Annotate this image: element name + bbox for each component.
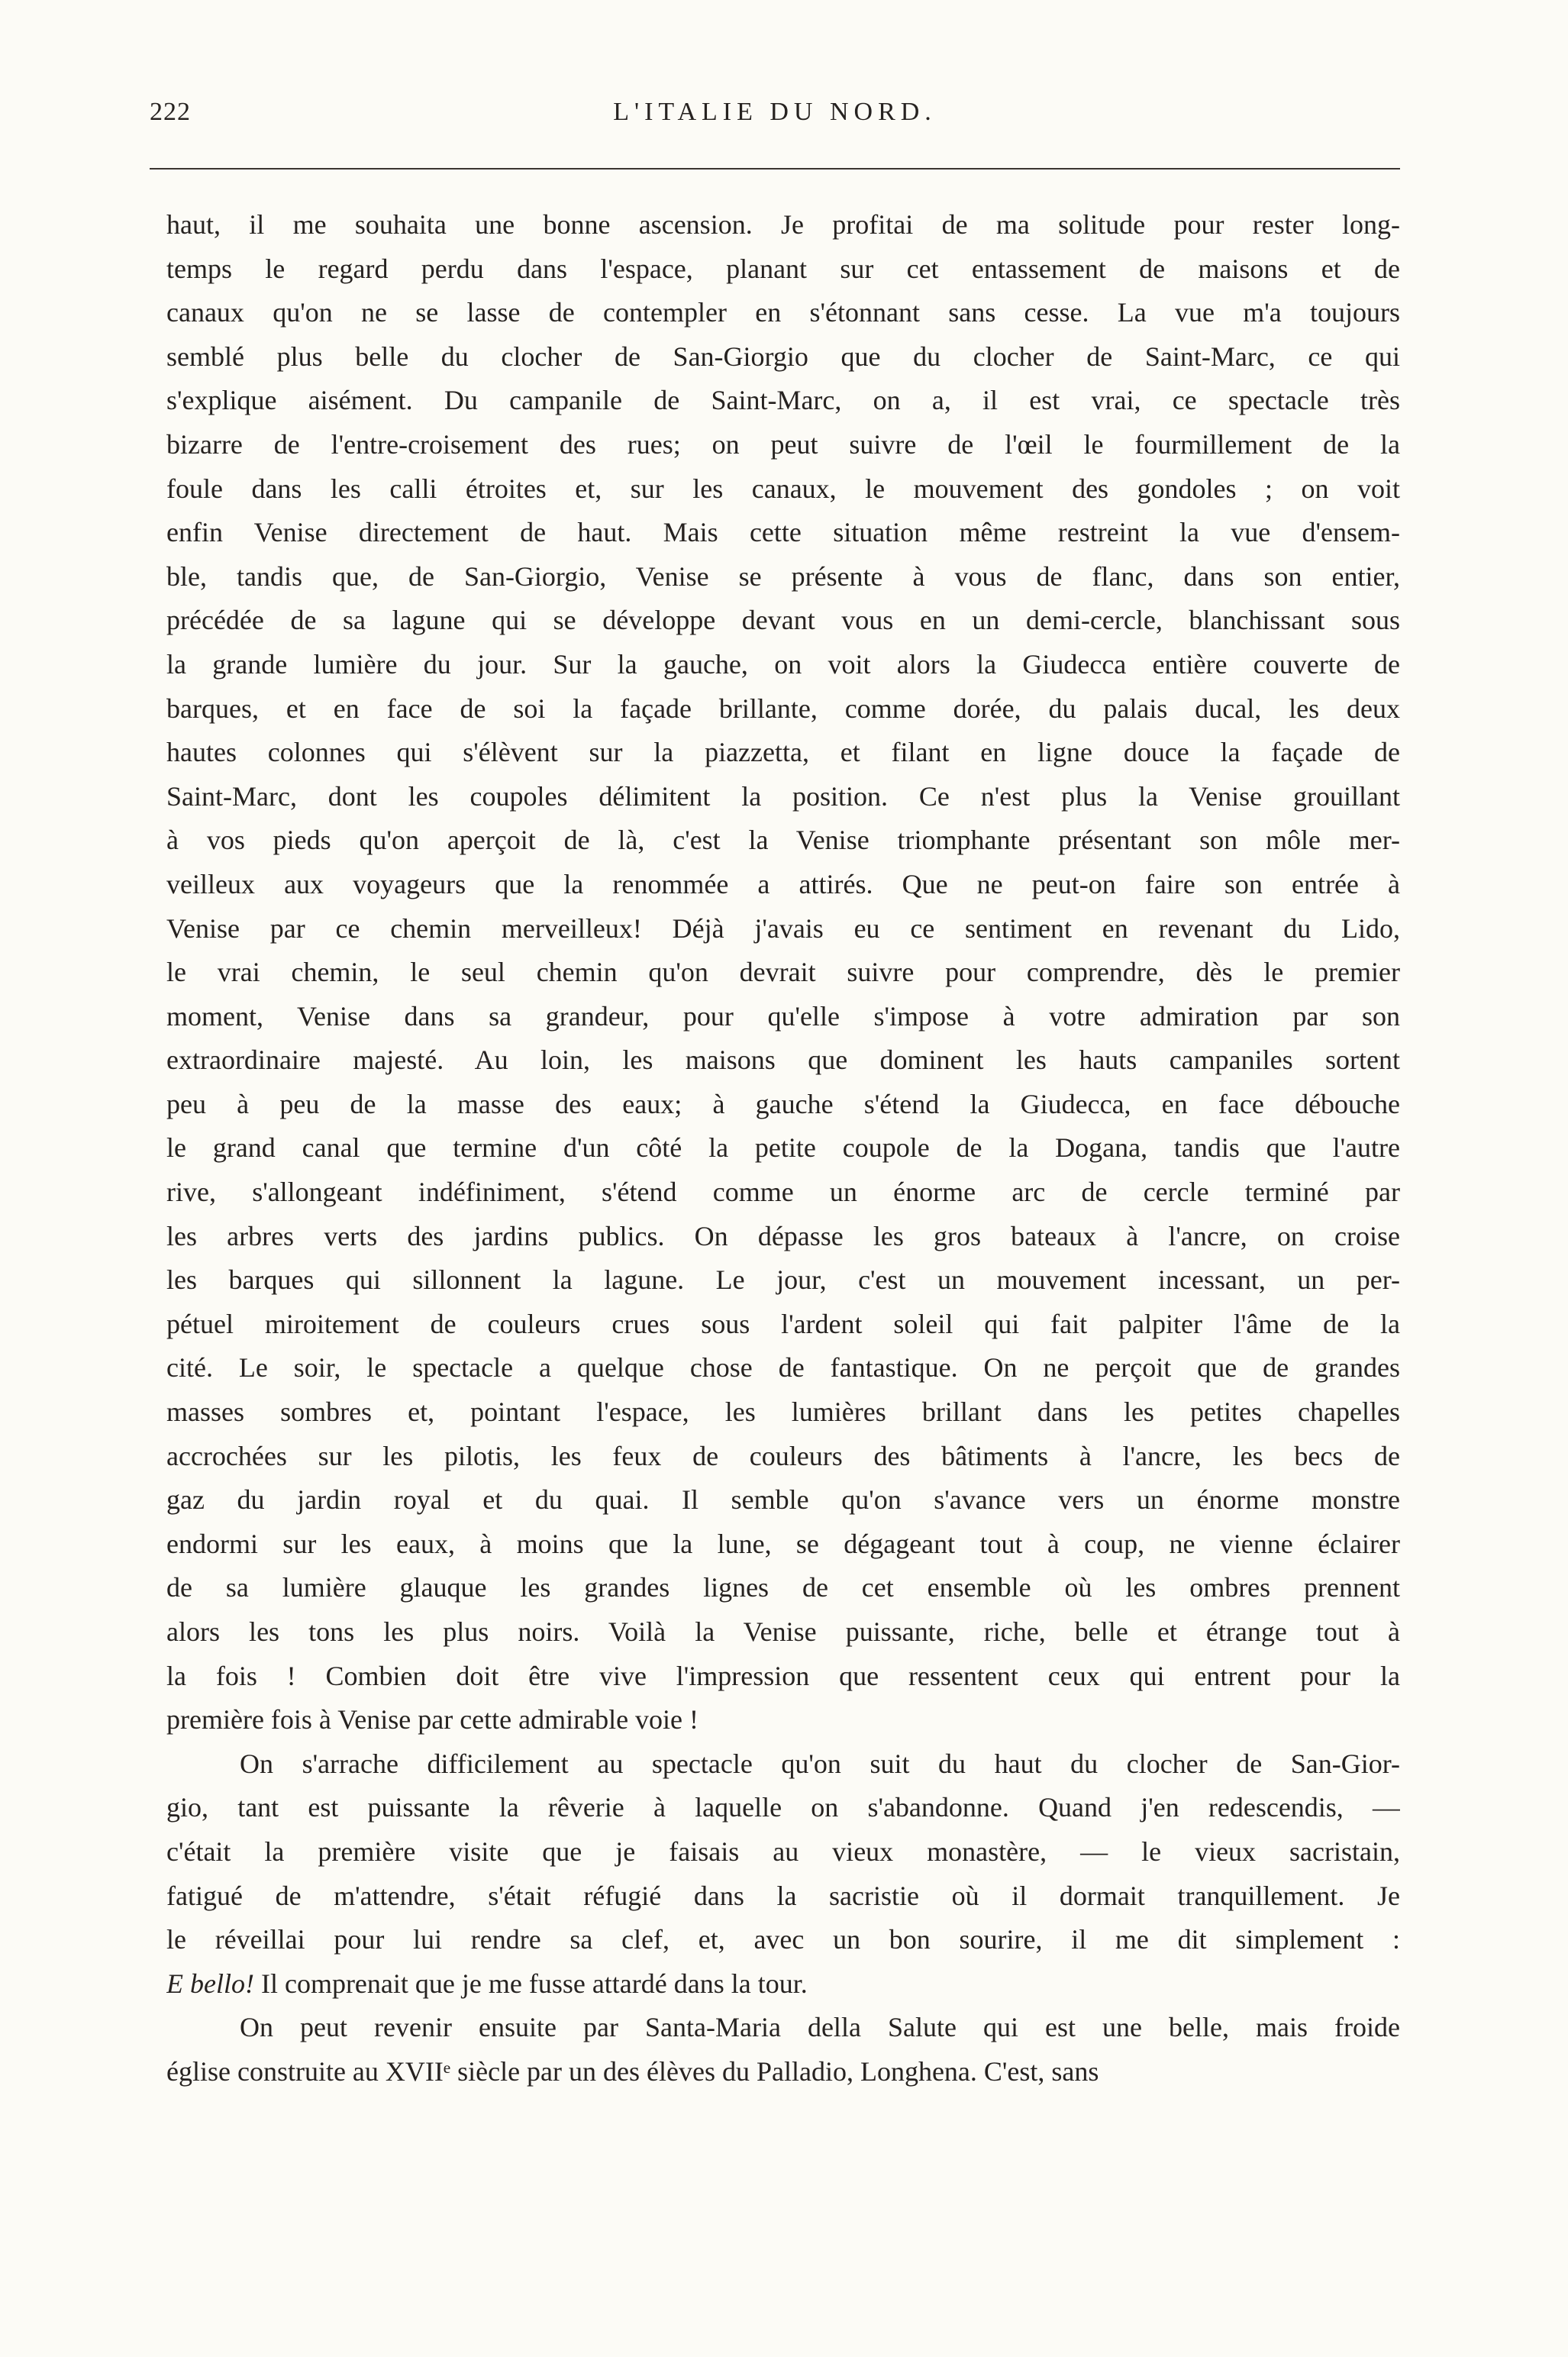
text-line: la fois ! Combien doit être vive l'impression que ressentent ceux qui entrent pour la: [166, 1660, 1400, 1691]
text-line: Venise par ce chemin merveilleux! Déjà j'avais eu ce sentiment en revenant du Lido,: [166, 912, 1400, 944]
text-line: foule dans les calli étroites et, sur les canaux, le mouvement des gondoles ; on voit: [166, 473, 1400, 504]
paragraph: [166, 203, 1400, 1742]
text-line: accrochées sur les pilotis, les feux de couleurs des bâtiments à l'ancre, les becs de: [166, 1440, 1400, 1471]
text-line: semblé plus belle du clocher de San-Giorgio que du clocher de Saint-Marc, ce qui: [166, 341, 1400, 372]
text-line: s'explique aisément. Du campanile de Saint-Marc, on a, il est vrai, ce spectacle très: [166, 385, 1400, 416]
text-line: [166, 1962, 1400, 2007]
text-line: précédée de sa lagune qui se développe devant vous en un demi-cercle, blanchissant sous: [166, 605, 1400, 636]
text-line: gio, tant est puissante la rêverie à laquelle on s'abandonne. Quand j'en redescendis, —: [166, 1792, 1400, 1823]
text-line: le grand canal que termine d'un côté la petite coupole de la Dogana, tandis que l'autre: [166, 1132, 1400, 1164]
text-line: veilleux aux voyageurs que la renommée a attirés. Que ne peut-on faire son entrée à: [166, 868, 1400, 899]
text-line: moment, Venise dans sa grandeur, pour qu'elle s'impose à votre admiration par son: [166, 1000, 1400, 1032]
paragraph: [166, 2006, 1400, 2094]
running-title: L'ITALIE DU NORD.: [613, 98, 937, 126]
text-line: de sa lumière glauque les grandes lignes de cet ensemble où les ombres prennent: [166, 1572, 1400, 1603]
text-line: gaz du jardin royal et du quai. Il semble qu'on s'avance vers un énorme monstre: [166, 1484, 1400, 1516]
text-line: bizarre de l'entre-croisement des rues; on peut suivre de l'œil le fourmillement de la: [166, 428, 1400, 460]
text-line: canaux qu'on ne se lasse de contempler en s'étonnant sans cesse. La vue m'a toujours: [166, 297, 1400, 328]
text-line: haut, il me souhaita une bonne ascension. Je profitai de ma solitude pour rester long-: [166, 209, 1400, 240]
text-span: Il comprenait que je me fusse attardé dans la tour.: [253, 1968, 808, 1999]
text-line: masses sombres et, pointant l'espace, les lumières brillant dans les petites chapelles: [166, 1396, 1400, 1428]
text-line: à vos pieds qu'on aperçoit de là, c'est la Venise triomphante présentant son môle mer-: [166, 825, 1400, 856]
text-line: On peut revenir ensuite par Santa-Maria della Salute qui est une belle, mais froide: [240, 2012, 1400, 2043]
header-rule: [150, 168, 1400, 170]
text-line: peu à peu de la masse des eaux; à gauche s'étend la Giudecca, en face débouche: [166, 1088, 1400, 1119]
text-line: extraordinaire majesté. Au loin, les maisons que dominent les hauts campaniles sortent: [166, 1045, 1400, 1076]
text-line: le réveillai pour lui rendre sa clef, et, avec un bon sourire, il me dit simplement :: [166, 1924, 1400, 1955]
text-line: première fois à Venise par cette admirable voie !: [166, 1704, 699, 1735]
text-line: ble, tandis que, de San-Giorgio, Venise se présente à vous de flanc, dans son entier,: [166, 560, 1400, 592]
text-line: cité. Le soir, le spectacle a quelque chose de fantastique. On ne perçoit que de grandes: [166, 1352, 1400, 1384]
page-header: [150, 98, 1400, 136]
text-line: enfin Venise directement de haut. Mais cette situation même restreint la vue d'ensem-: [166, 517, 1400, 548]
body-text: [166, 203, 1400, 2094]
text-line: barques, et en face de soi la façade brillante, comme dorée, du palais ducal, les deux: [166, 693, 1400, 724]
text-line: c'était la première visite que je faisais au vieux monastère, — le vieux sacristain,: [166, 1836, 1400, 1867]
italic-quote: E bello!: [166, 1968, 254, 1999]
text-line: pétuel miroitement de couleurs crues sous l'ardent soleil qui fait palpiter l'âme de la: [166, 1308, 1400, 1339]
paragraph: [166, 1742, 1400, 2007]
text-line: Saint-Marc, dont les coupoles délimitent la position. Ce n'est plus la Venise grouillant: [166, 780, 1400, 812]
text-line: On s'arrache difficilement au spectacle qu'on suit du haut du clocher de San-Gior-: [240, 1748, 1400, 1779]
text-line: hautes colonnes qui s'élèvent sur la piazzetta, et filant en ligne douce la façade de: [166, 737, 1400, 768]
page-number: 222: [150, 98, 191, 126]
text-line: la grande lumière du jour. Sur la gauche, on voit alors la Giudecca entière couverte de: [166, 648, 1400, 680]
text-line: endormi sur les eaux, à moins que la lune, se dégageant tout à coup, ne vienne éclairer: [166, 1528, 1400, 1559]
text-line: les arbres verts des jardins publics. On dépasse les gros bateaux à l'ancre, on croise: [166, 1220, 1400, 1251]
text-line: temps le regard perdu dans l'espace, planant sur cet entassement de maisons et de: [166, 253, 1400, 284]
text-line: église construite au XVIIᵉ siècle par un des élèves du Palladio, Longhena. C'est, sans: [166, 2055, 1099, 2087]
text-line: alors les tons les plus noirs. Voilà la Venise puissante, riche, belle et étrange tout à: [166, 1616, 1400, 1647]
text-line: fatigué de m'attendre, s'était réfugié dans la sacristie où il dormait tranquillement. Je: [166, 1880, 1400, 1911]
text-line: rive, s'allongeant indéfiniment, s'étend comme un énorme arc de cercle terminé par: [166, 1177, 1400, 1208]
text-line: les barques qui sillonnent la lagune. Le jour, c'est un mouvement incessant, un per-: [166, 1264, 1400, 1296]
text-line: le vrai chemin, le seul chemin qu'on devrait suivre pour comprendre, dès le premier: [166, 957, 1400, 988]
